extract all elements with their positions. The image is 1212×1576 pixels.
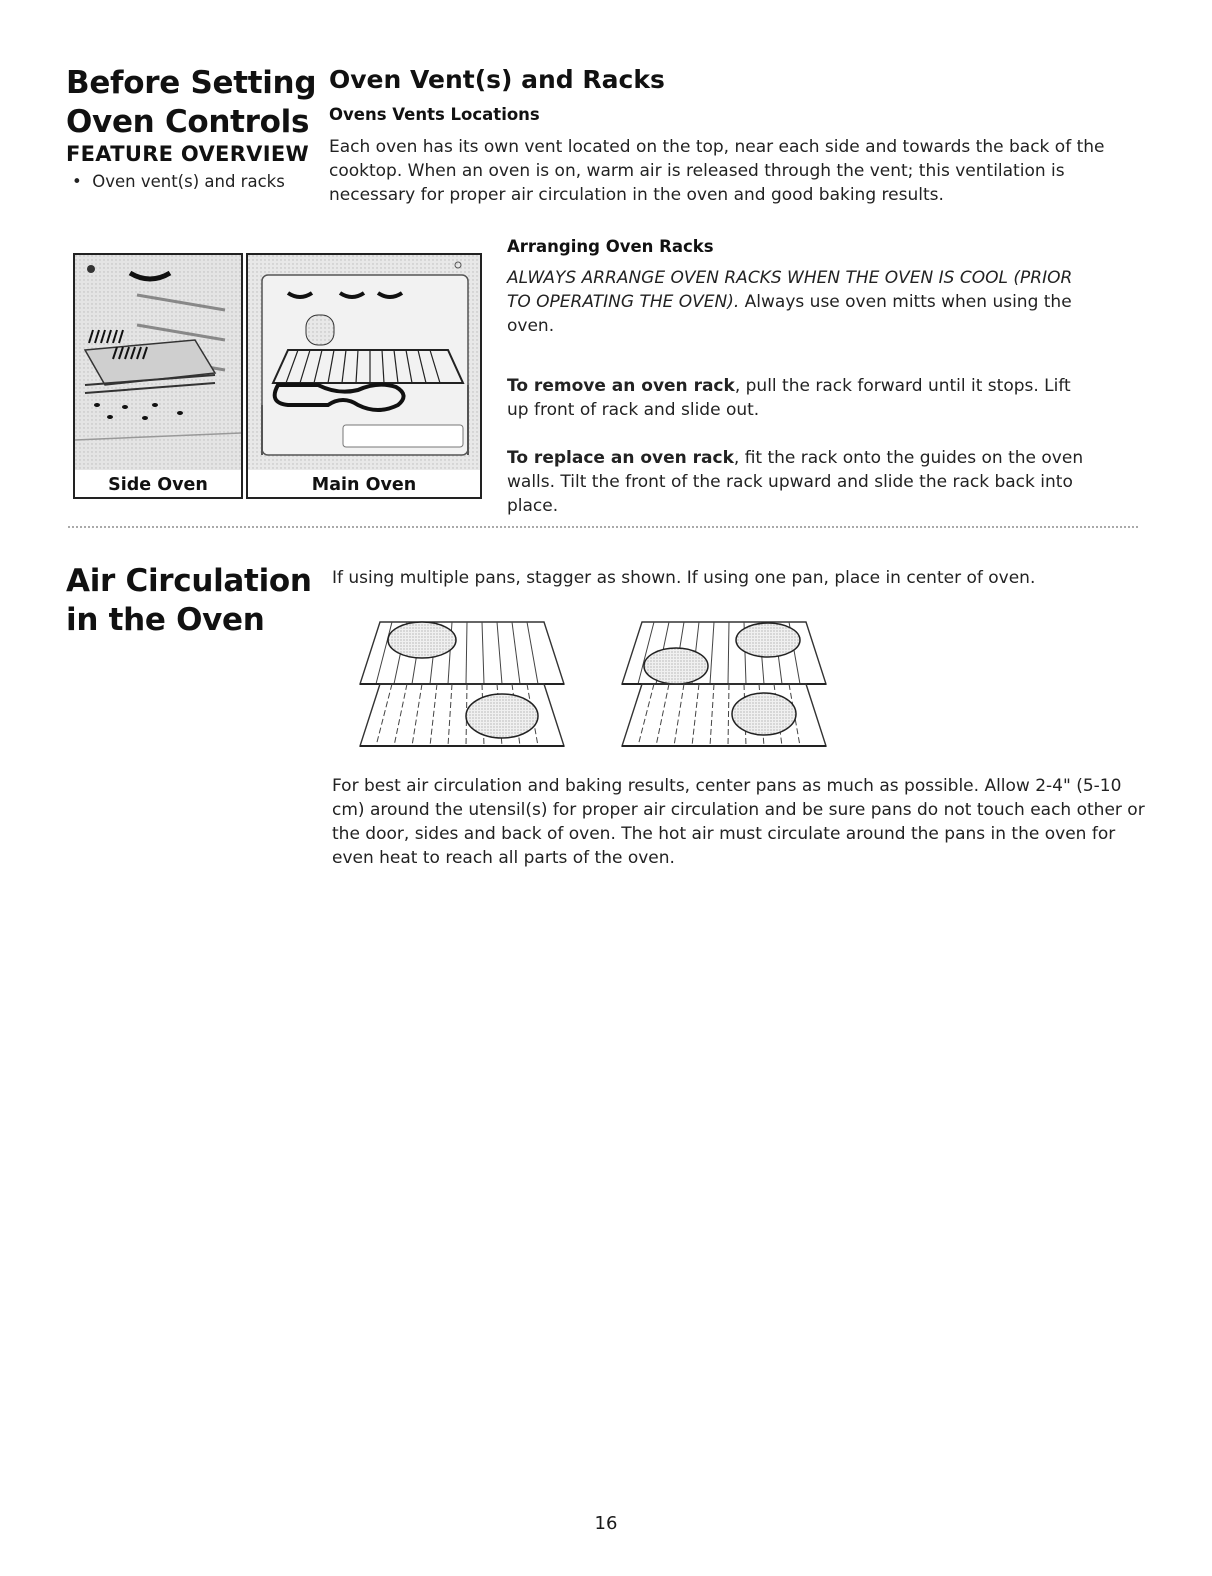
air-title-line2: in the Oven [66,602,265,638]
staggered-racks-right-illustration [614,618,836,752]
racks-heading: Arranging Oven Racks [507,237,714,256]
racks-warning-line: oven. [507,316,555,336]
bullet-icon: • [72,172,93,191]
air-paragraph-line: cm) around the utensil(s) for proper air circulation and be sure pans do not touch each other or [332,800,1145,820]
side-oven-illustration [75,255,241,470]
replace-rack-text: , fit the rack onto the guides on the oven [733,448,1084,468]
air-paragraph-line: For best air circulation and baking results, center pans as much as possible. Allow 2-4" (5-10 [332,776,1122,796]
remove-rack-label: To remove an oven rack [507,376,735,396]
section-title-line1: Before Setting [66,65,317,101]
section-divider [68,526,1138,528]
racks-warning-rest: Always use oven mitts when using the [739,292,1072,312]
vents-paragraph [329,135,1104,207]
vents-paragraph-line: necessary for proper air circulation in the oven and good baking results. [329,185,944,205]
remove-rack-text: , pull the rack forward until it stops. Lift [734,376,1071,396]
staggered-racks-left-illustration [352,618,574,752]
racks-warning-italic-end: TO OPERATING THE OVEN). [507,292,740,312]
feature-item-text: Oven vent(s) and racks [92,172,285,191]
air-circulation-title [66,562,312,640]
replace-rack-instructions [507,446,1083,518]
remove-rack-line: up front of rack and slide out. [507,400,760,420]
vents-subheading: Ovens Vents Locations [329,105,540,124]
racks-warning [507,266,1072,338]
replace-rack-label: To replace an oven rack [507,448,734,468]
air-paragraph [332,774,1145,870]
main-oven-figure [246,253,482,499]
section-title-line2: Oven Controls [66,104,310,140]
remove-rack-instructions [507,374,1071,422]
feature-list-item [72,170,285,194]
air-paragraph-line: the door, sides and back of oven. The hot air must circulate around the pans in the oven for [332,824,1116,844]
main-oven-illustration [248,255,480,470]
replace-rack-line: walls. Tilt the front of the rack upward and slide the rack back into [507,472,1073,492]
page-number: 16 [594,1513,618,1534]
vents-paragraph-line: cooktop. When an oven is on, warm air is released through the vent; this ventilation is [329,161,1065,181]
side-oven-label: Side Oven [108,475,208,495]
replace-rack-line: place. [507,496,559,516]
main-oven-label: Main Oven [311,475,417,495]
air-title-line1: Air Circulation [66,563,312,599]
racks-warning-line: ALWAYS ARRANGE OVEN RACKS WHEN THE OVEN IS COOL (PRIOR [507,268,1073,288]
side-oven-figure [73,253,243,499]
vents-paragraph-line: Each oven has its own vent located on the top, near each side and towards the back of the [329,137,1105,157]
section-title [66,64,316,142]
air-paragraph-line: even heat to reach all parts of the oven. [332,848,675,868]
air-intro: If using multiple pans, stagger as shown. If using one pan, place in center of oven. [332,568,1036,588]
feature-overview-heading: FEATURE OVERVIEW [66,142,309,166]
vents-heading: Oven Vent(s) and Racks [329,65,665,94]
